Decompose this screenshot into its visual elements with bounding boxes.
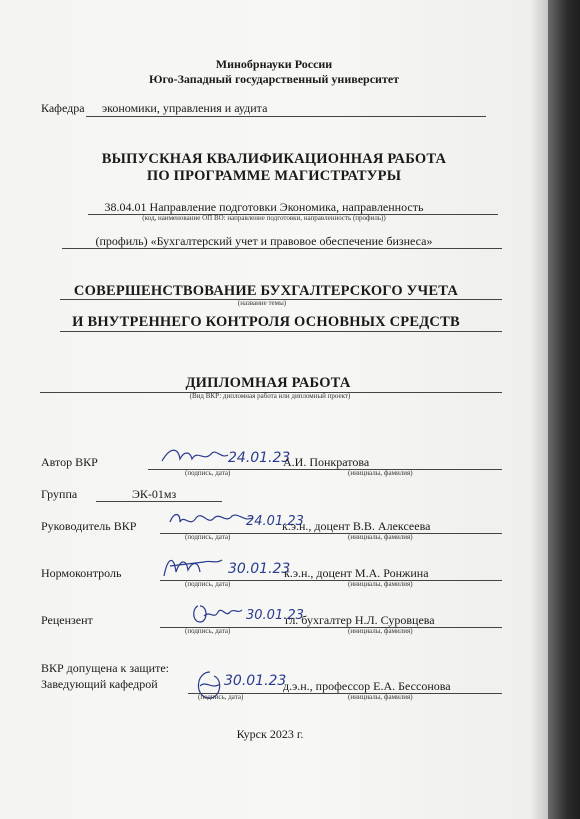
supervisor-sign-caption: (подпись, дата) — [185, 533, 231, 541]
work-title-line1: ВЫПУСКНАЯ КВАЛИФИКАЦИОННАЯ РАБОТА — [101, 151, 447, 167]
supervisor-name-caption: (инициалы, фамилия) — [348, 533, 413, 541]
work-title-line2: ПО ПРОГРАММЕ МАГИСТРАТУРЫ — [146, 168, 402, 184]
city-year: Курск 2023 г. — [236, 727, 304, 741]
reviewer-sign-caption: (подпись, дата) — [185, 627, 231, 635]
reviewer-label: Рецензент — [41, 613, 93, 627]
ministry-name: Минобрнауки России — [215, 57, 333, 71]
normcontrol-sign-caption: (подпись, дата) — [185, 580, 231, 588]
topic-caption: (название темы) — [237, 299, 287, 307]
department-label: Кафедра — [41, 101, 85, 115]
head-sign-date: 30.01.23 — [224, 673, 287, 689]
supervisor-sign-date: 24.01.23 — [246, 514, 304, 529]
direction-line: 38.04.01 Направление подготовки Экономика, направленность — [104, 200, 424, 214]
topic-line1: СОВЕРШЕНСТВОВАНИЕ БУХГАЛТЕРСКОГО УЧЕТА — [73, 283, 459, 299]
university-name: Юго-Западный государственный университет — [148, 72, 400, 86]
head-name-caption: (инициалы, фамилия) — [348, 693, 413, 701]
author-signature — [160, 445, 230, 471]
group-label: Группа — [41, 487, 78, 501]
profile-underline — [62, 248, 502, 249]
reviewer-sign-date: 30.01.23 — [246, 608, 304, 623]
author-sign-date: 24.01.23 — [228, 450, 291, 466]
group-value: ЭК-01мз — [132, 487, 177, 501]
author-name-caption: (инициалы, фамилия) — [348, 469, 413, 477]
author-name: А.И. Понкратова — [283, 455, 370, 469]
author-sign-caption: (подпись, дата) — [185, 469, 231, 477]
normcontrol-label: Нормоконтроль — [41, 566, 122, 580]
supervisor-name: к.э.н., доцент В.В. Алексеева — [282, 519, 431, 533]
direction-caption: (код, наименование ОП ВО: направление подготовки, направленность (профиль)) — [142, 214, 386, 222]
work-type-caption: (Вид ВКР: дипломная работа или дипломный проект) — [189, 392, 351, 400]
department-underline — [86, 116, 486, 117]
normcontrol-sign-date: 30.01.23 — [228, 561, 291, 577]
admitted-label: ВКР допущена к защите: — [41, 661, 169, 675]
topic-underline2 — [60, 331, 502, 332]
head-name: д.э.н., профессор Е.А. Бессонова — [283, 679, 451, 693]
work-type: ДИПЛОМНАЯ РАБОТА — [185, 375, 351, 391]
reviewer-name-caption: (инициалы, фамилия) — [348, 627, 413, 635]
group-underline — [96, 501, 222, 502]
reviewer-name: гл. бухгалтер Н.Л. Суровцева — [285, 613, 435, 627]
page-edge-shadow — [530, 0, 548, 819]
topic-line2: И ВНУТРЕННЕГО КОНТРОЛЯ ОСНОВНЫХ СРЕДСТВ — [72, 314, 460, 330]
normcontrol-name-caption: (инициалы, фамилия) — [348, 580, 413, 588]
head-sign-caption: (подпись, дата) — [198, 693, 244, 701]
head-label: Заведующий кафедрой — [41, 677, 158, 691]
department-value: экономики, управления и аудита — [102, 101, 268, 115]
supervisor-label: Руководитель ВКР — [41, 519, 137, 533]
author-label: Автор ВКР — [41, 455, 98, 469]
profile-line: (профиль) «Бухгалтерский учет и правовое обеспечение бизнеса» — [95, 234, 433, 248]
supervisor-signature — [168, 508, 254, 536]
normcontrol-name: к.э.н., доцент М.А. Ронжина — [284, 566, 429, 580]
scanner-background — [548, 0, 580, 819]
